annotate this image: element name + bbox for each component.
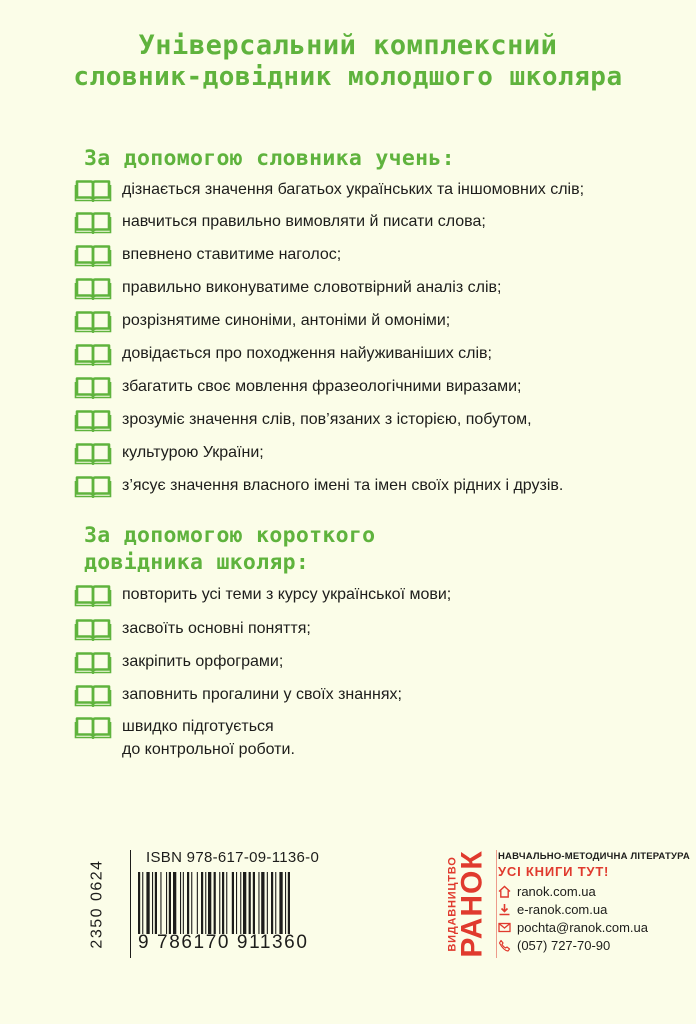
mail-icon — [498, 921, 511, 934]
book-icon — [74, 243, 112, 267]
book-icon — [74, 210, 112, 234]
book-icon — [74, 276, 112, 300]
download-icon — [498, 903, 511, 916]
list-item: дізнається значення багатьох українських та іншомовних слів; — [74, 176, 584, 204]
barcode — [138, 872, 334, 934]
phone-icon — [498, 939, 511, 952]
home-icon — [498, 885, 511, 898]
divider — [130, 850, 131, 958]
contact-eshop[interactable]: e-ranok.com.ua — [498, 900, 607, 918]
contact-website[interactable]: ranok.com.ua — [498, 882, 596, 900]
list-item: навчиться правильно вимовляти й писати слова; — [74, 208, 486, 236]
book-icon — [74, 683, 112, 707]
book-icon — [74, 617, 112, 641]
barcode-number: 9 786170 911360 — [138, 932, 309, 953]
list-item: з’ясує значення власного імені та імен своїх рідних і друзів. — [74, 472, 563, 500]
book-icon — [74, 408, 112, 432]
list-item: впевнено ставитиме наголос; — [74, 241, 341, 269]
divider — [496, 850, 497, 958]
section2-heading-line-1: За допомогою короткого — [84, 523, 376, 548]
book-icon — [74, 178, 112, 202]
list-item: культурою України; — [74, 439, 264, 467]
book-icon — [74, 309, 112, 333]
contact-phone[interactable]: (057) 727-70-90 — [498, 936, 610, 954]
list-item-continuation: до контрольної роботи. — [122, 741, 295, 758]
title-line-1: Універсальний комплексний — [138, 30, 558, 61]
isbn-label: ISBN 978-617-09-1136-0 — [146, 849, 320, 866]
list-item: засвоїть основні поняття; — [74, 615, 311, 643]
publisher-small-label: ВИДАВНИЦТВО — [447, 856, 460, 952]
publisher-slogan: УСІ КНИГИ ТУТ! — [498, 864, 610, 879]
list-item: закріпить орфограми; — [74, 648, 283, 676]
book-icon — [74, 375, 112, 399]
section2-heading-line-2: довідника школяр: — [84, 550, 310, 575]
publisher-category: НАВЧАЛЬНО-МЕТОДИЧНА ЛІТЕРАТУРА — [498, 851, 690, 862]
list-item: повторить усі теми з курсу української мови; — [74, 581, 451, 609]
title-line-2: словник-довідник молодшого школяра — [73, 62, 623, 92]
publisher-name: РАНОК — [456, 850, 490, 958]
book-icon — [74, 715, 112, 739]
book-icon — [74, 583, 112, 607]
book-icon — [74, 441, 112, 465]
list-item: правильно виконуватиме словотвірний аналіз слів; — [74, 274, 501, 302]
section1-heading: За допомогою словника учень: — [84, 146, 455, 171]
list-item: заповнить прогалини у своїх знаннях; — [74, 681, 402, 709]
publisher-logo — [440, 848, 494, 960]
book-icon — [74, 650, 112, 674]
contact-email[interactable]: pochta@ranok.com.ua — [498, 918, 648, 936]
list-item: довідається про походження найуживаніших слів; — [74, 340, 492, 368]
vertical-code: 2350 0624 — [89, 859, 107, 949]
book-icon — [74, 474, 112, 498]
list-item: зрозуміє значення слів, пов’язаних з історією, побутом, — [74, 406, 532, 434]
list-item: розрізнятиме синоніми, антоніми й омоніми; — [74, 307, 450, 335]
list-item: швидко підготується — [74, 713, 274, 741]
book-icon — [74, 342, 112, 366]
list-item: збагатить своє мовлення фразеологічними виразами; — [74, 373, 521, 401]
